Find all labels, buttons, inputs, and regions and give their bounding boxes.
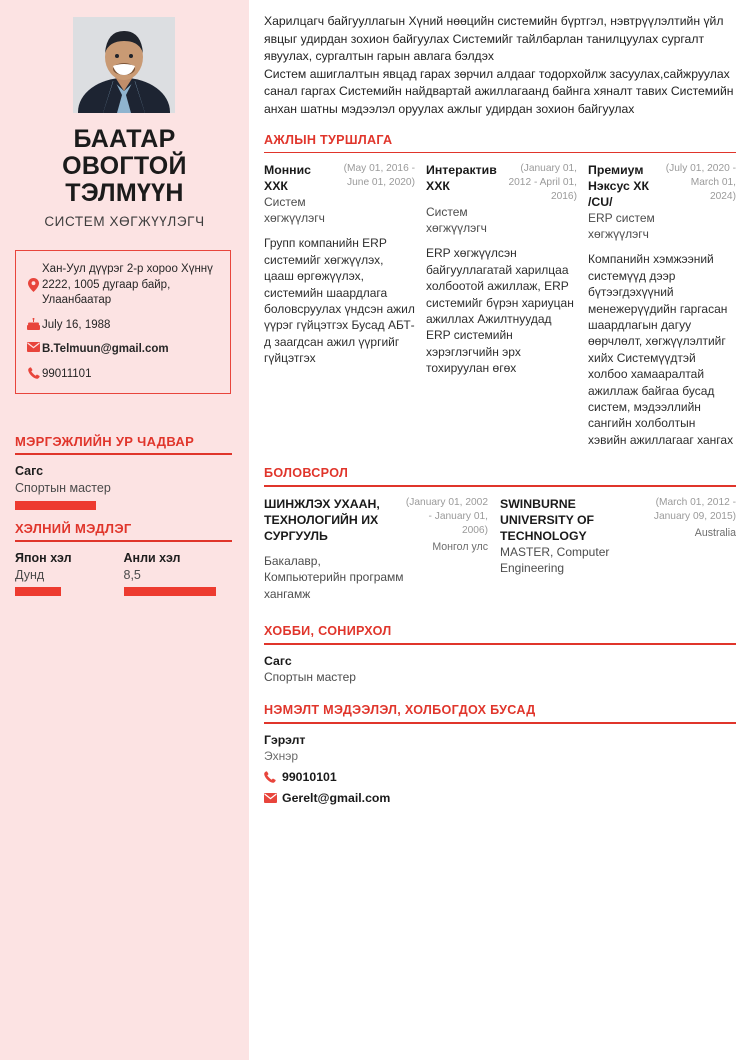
extra-info-rule (264, 722, 736, 724)
contact-email: B.Telmuun@gmail.com (42, 343, 169, 355)
experience-role: ERP систем хөгжүүлэгч (588, 211, 655, 242)
language-bar (124, 587, 216, 596)
birthday-cake-icon (25, 318, 42, 331)
language-item (15, 551, 124, 596)
extra-email-row (264, 791, 736, 805)
education-school: ШИНЖЛЭХ УХААН, ТЕХНОЛОГИЙН ИХ СУРГУУЛЬ (264, 497, 380, 544)
language-level: Дунд (15, 567, 45, 582)
hobby-heading: ХОББИ, СОНИРХОЛ (264, 624, 392, 639)
summary-paragraph-2: Систем ашиглалтын явцад гарах зөрчил алдааг тодорхойлж засуулах,сайжруулах санал гаргах Системийн найдвартай ажиллагаанд байнга хяналт тавих Системийн анхан шатны мэдээлэл оруулах ажлыг удирдан зохион байгуулах (264, 66, 734, 116)
experience-heading: АЖЛЫН ТУРШЛАГА (264, 132, 393, 147)
skills-section (15, 434, 232, 510)
phone-icon (25, 367, 42, 379)
skill-item (15, 464, 232, 510)
phone-icon (264, 771, 282, 783)
language-bar (15, 587, 61, 596)
sidebar (0, 0, 249, 1060)
contact-address: Хан-Уул дүүрэг 2-р хороо Хүннү 2222, 1005 дугаар байр, Улаанбаатар (42, 263, 213, 306)
skill-name: Сагс (15, 463, 44, 478)
experience-item (588, 162, 736, 448)
extra-info-section (264, 703, 736, 805)
skill-level: Спортын мастер (15, 480, 111, 495)
contact-birthdate-row (25, 318, 220, 334)
experience-role: Систем хөгжүүлэгч (426, 205, 487, 236)
envelope-icon (264, 793, 282, 803)
language-item (124, 551, 233, 596)
avatar (73, 17, 175, 113)
education-degree: MASTER, Computer Engineering (500, 545, 610, 576)
languages-section (15, 521, 232, 596)
extra-phone: 99010101 (282, 769, 337, 784)
experience-date: (July 01, 2020 - March 01, 2024) (665, 163, 736, 203)
extra-contact-name: Гэрэлт (264, 732, 306, 747)
education-date: (January 01, 2002 - January 01, 2006) (405, 497, 488, 537)
experience-date: (January 01, 2012 - April 01, 2016) (508, 163, 577, 203)
education-country: Монгол улс (432, 541, 488, 554)
contact-phone: 99011101 (42, 367, 92, 380)
extra-contact-relation: Эхнэр (264, 748, 299, 763)
education-school: SWINBURNE UNIVERSITY OF TECHNOLOGY (500, 497, 595, 544)
summary-section (264, 0, 736, 119)
experience-description: Компанийн хэмжээний системүүд дээр бүтээгдэхүүний менежерүүдийн гаргасан шаардлагын дагуу өөрчлөлт, хөгжүүлэлтийг хийх Системүүдтэй холбоо хамааралтай ажиллаж байгаа бусад систем, мэдээллийн сангийн холболтын хэвийн ажиллагааг хангах (588, 252, 734, 447)
skills-heading: МЭРГЭЖЛИЙН УР ЧАДВАР (15, 434, 195, 449)
main-column (264, 0, 736, 805)
experience-item (426, 162, 588, 448)
experience-org: Премиум Нэксус ХК /CU/ (588, 163, 649, 210)
language-level: 8,5 (123, 567, 141, 582)
education-country: Australia (694, 527, 736, 540)
experience-description: Групп компанийн ERP системийг хөгжүүлэх, цааш өргөжүүлэх, системийн шаардлага боловсруулах үндсэн ажил үүрэг гүйцэтгэх Бусад АБТ-д заагдсан ажил үүргийг гүйцэтгэх (264, 236, 415, 366)
extra-email: Gerelt@gmail.com (282, 790, 391, 805)
hobby-name: Сагс (264, 654, 292, 669)
extra-phone-row (264, 770, 736, 784)
extra-info-heading: НЭМЭЛТ МЭДЭЭЛЭЛ, ХОЛБОГДОХ БУСАД (264, 703, 536, 718)
experience-org: Моннис ХХК (264, 163, 312, 194)
education-item (500, 496, 736, 602)
education-degree: Бакалавр, Компьютерийн программ хангамж (264, 554, 404, 601)
languages-heading: ХЭЛНИЙ МЭДЛЭГ (15, 521, 132, 536)
education-item (264, 496, 500, 602)
job-title: СИСТЕМ ХӨГЖҮҮЛЭГЧ (44, 214, 205, 229)
contact-email-row (25, 342, 220, 358)
name-block (8, 126, 241, 229)
hobby-rule (264, 643, 736, 645)
portrait-photo-icon (73, 17, 175, 113)
education-section (264, 466, 736, 602)
full-name: БААТАР ОВОГТОЙ ТЭЛМҮҮН (62, 125, 187, 207)
languages-rule (15, 540, 232, 542)
contact-phone-row (25, 367, 220, 383)
experience-item (264, 162, 426, 448)
hobby-section (264, 624, 736, 684)
education-date: (March 01, 2012 - January 09, 2015) (653, 497, 736, 523)
experience-org: Интерактив ХХК (426, 163, 497, 194)
envelope-icon (25, 342, 42, 352)
experience-role: Систем хөгжүүлэгч (264, 195, 325, 226)
language-name: Япон хэл (15, 550, 72, 565)
contact-box (15, 250, 231, 394)
contact-birthdate: July 16, 1988 (42, 318, 111, 331)
summary-paragraph-1: Харилцагч байгууллагын Хүний нөөцийн системийн бүртгэл, нэвтрүүлэлтийн үйл явцыг удирдан зохион байгуулах Системийг тайлбарлан танилцуулах сургалт явуулах, сургалтын гарын авлага бэлдэх (264, 14, 724, 64)
language-name: Анли хэл (123, 550, 181, 565)
education-heading: БОЛОВСРОЛ (264, 466, 349, 481)
education-rule (264, 485, 736, 487)
map-pin-icon (25, 278, 42, 292)
experience-rule (264, 152, 736, 154)
skill-bar (15, 501, 96, 510)
hobby-level: Спортын мастер (264, 670, 356, 685)
experience-date: (May 01, 2016 - June 01, 2020) (343, 163, 415, 189)
experience-section (264, 133, 736, 449)
experience-description: ERP хөгжүүлсэн байгууллагатай харилцаа холбоотой ажиллаж, ERP системийг бүрэн хариуцан ажиллах Ажилтнуудад ERP системийн хэрэглэгчийн эрх тохируулан өгөх (426, 246, 574, 376)
skills-rule (15, 453, 232, 455)
contact-address-row (25, 262, 220, 309)
